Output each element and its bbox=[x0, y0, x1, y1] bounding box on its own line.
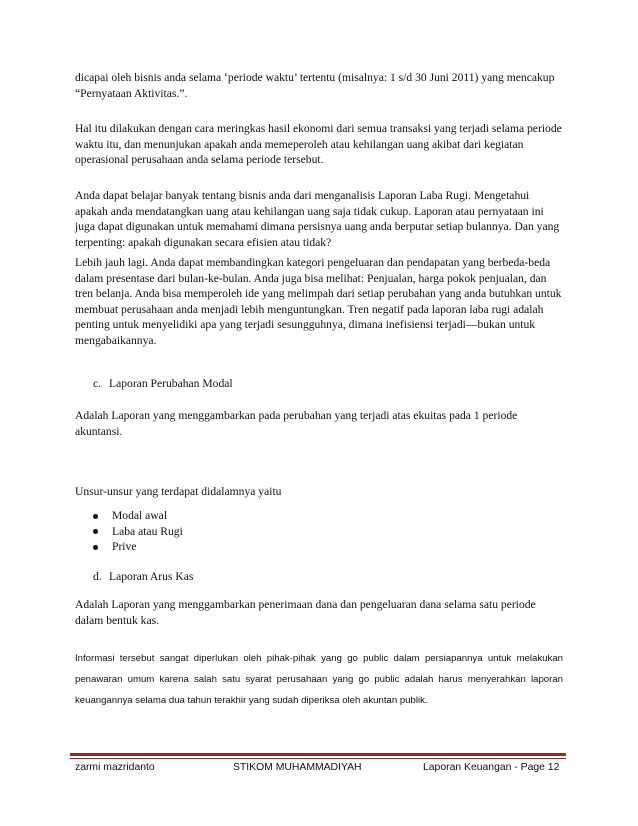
paragraph-3 bbox=[75, 188, 563, 250]
list-item bbox=[93, 539, 183, 555]
section-d-description-text: Adalah Laporan yang menggambarkan penerimaan dana dan pengeluaran dana selama satu periode dalam bentuk kas. bbox=[75, 598, 536, 627]
section-d-note bbox=[75, 648, 563, 711]
paragraph-1 bbox=[75, 70, 563, 101]
paragraph-2-text: Hal itu dilakukan dengan cara meringkas hasil ekonomi dari semua transaksi yang terjadi selama periode waktu itu, dan menunjukan apakah anda memeperoleh atau kehilangan uang akibat dari kegiatan operasional perusahaan anda selama periode tersebut. bbox=[75, 122, 562, 166]
section-d-note-text: Informasi tersebut sangat diperlukan oleh pihak-pihak yang go public dalam persiapannya untuk melakukan penawaran umum karena salah satu syarat perusahaan yang go public adalah harus menyerahkan laporan keuangannya selama dua tahun terakhir yang sudah diperiksa oleh akuntan publik. bbox=[75, 653, 563, 706]
section-d-description bbox=[75, 597, 563, 628]
section-c-description bbox=[75, 408, 563, 439]
section-c-list-intro-text: Unsur-unsur yang terdapat didalamnya yaitu bbox=[75, 485, 282, 498]
section-c-list-intro bbox=[75, 484, 563, 500]
footer-rule-thick bbox=[70, 753, 566, 756]
footer-page-label: Laporan Keuangan - Page 12 bbox=[423, 762, 560, 773]
paragraph-4-text: Lebih jauh lagi. Anda dapat membandingkan kategori pengeluaran dan pendapatan yang berbeda-beda dalam presentase dari bulan-ke-bulan. Anda juga bisa melihat: Penjualan, harga pokok penjualan, dan tren belanja. Anda bisa memperoleh ide yang melimpah dari setiap perubahan yang anda butuhkan untuk membuat perusahaan anda menjadi lebih menguntungkan. Tren negatif pada laporan laba rugi adalah penting untuk menyelidiki apa yang terjadi sesungguhnya, dimana inefisiensi terjadi—bukan untuk mengabaikannya. bbox=[75, 256, 562, 347]
section-d-title: Laporan Arus Kas bbox=[109, 570, 194, 583]
footer-author: zarmi mazridanto bbox=[75, 762, 155, 773]
section-c-heading bbox=[93, 377, 233, 390]
bullet-icon bbox=[93, 529, 98, 534]
list-item-text: Modal awal bbox=[112, 509, 168, 522]
section-c-items-list bbox=[93, 508, 183, 555]
list-item-text: Prive bbox=[112, 540, 137, 553]
section-c-description-text: Adalah Laporan yang menggambarkan pada perubahan yang terjadi atas ekuitas pada 1 periode akuntansi. bbox=[75, 409, 518, 438]
paragraph-3-text: Anda dapat belajar banyak tentang bisnis anda dari menganalisis Laporan Laba Rugi. Mengetahui apakah anda mendatangkan uang atau kehilangan uang saja tidak cukup. Laporan atau pernyataan ini juga dapat digunakan untuk memahami dimana persisnya uang anda berputar setiap bulannya. Dan yang terpenting: apakah digunakan secara efisien atau tidak? bbox=[75, 189, 560, 249]
paragraph-1-text: dicapai oleh bisnis anda selama ‘periode waktu’ tertentu (misalnya: 1 s/d 30 Juni 2011) yang mencakup “Pernyataan Aktivitas.”. bbox=[75, 71, 555, 100]
list-item-text: Laba atau Rugi bbox=[112, 524, 183, 538]
paragraph-2 bbox=[75, 121, 563, 168]
footer-institution: STIKOM MUHAMMADIYAH bbox=[233, 762, 362, 773]
bullet-icon bbox=[93, 545, 98, 550]
section-c-title: Laporan Perubahan Modal bbox=[109, 377, 233, 390]
paragraph-4 bbox=[75, 255, 563, 348]
section-d-marker: d. bbox=[93, 570, 102, 583]
footer-rule-thin bbox=[70, 758, 566, 759]
list-item bbox=[93, 524, 183, 540]
section-d-heading bbox=[93, 570, 193, 583]
list-item bbox=[93, 508, 183, 524]
section-c-marker: c. bbox=[93, 377, 102, 390]
bullet-icon bbox=[93, 514, 98, 519]
